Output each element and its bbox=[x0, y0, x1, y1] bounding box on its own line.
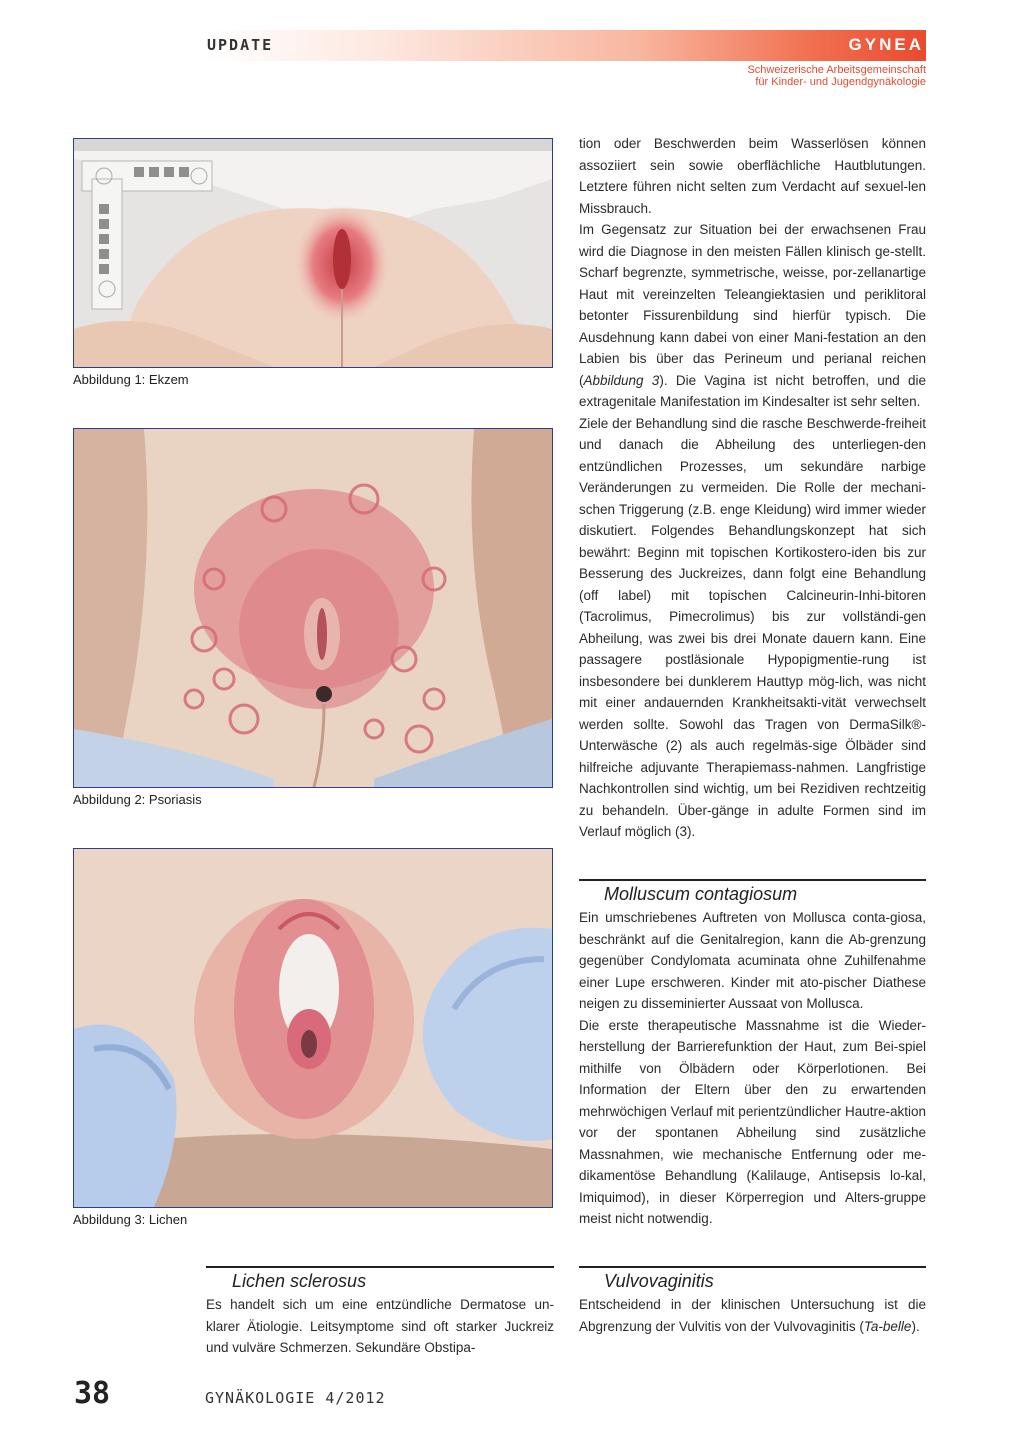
journal-name: GYNÄKOLOGIE 4/2012 bbox=[205, 1389, 386, 1407]
header-bar bbox=[206, 30, 926, 61]
figure-3-image bbox=[73, 848, 553, 1208]
figure-reference: Abbildung 3 bbox=[583, 372, 660, 388]
molluscum-heading: Molluscum contagiosum bbox=[604, 884, 798, 904]
molluscum-section-rule bbox=[579, 879, 926, 881]
molluscum-body bbox=[579, 907, 926, 1230]
figure-3-caption: Abbildung 3: Lichen bbox=[73, 1212, 188, 1227]
section-label: UPDATE bbox=[207, 36, 274, 54]
lichen-section-rule bbox=[206, 1266, 554, 1268]
paragraph-1: tion oder Beschwerden beim Wasserlösen können assoziiert sein sowie oberflächliche Hautblutungen. Letztere führen nicht selten zum Verdacht auf sexuel-len Missbrauch. bbox=[579, 136, 926, 216]
figure-1-caption: Abbildung 1: Ekzem bbox=[73, 372, 189, 387]
vulvovaginitis-section-rule bbox=[579, 1266, 926, 1268]
paragraph-3: Ziele der Behandlung sind die rasche Beschwerde-freiheit und danach die Abheilung des unterliegen-den entzündlichen Prozesses, um sekundäre narbige Veränderungen zu vermeiden. Die Rolle der mechani-schen Triggerung (z.B. enge Kleidung) wird immer wieder diskutiert. Folgendes Behandlungskonzept hat sich bewährt: Beginn mit topischen Kortikostero-iden bis zur Besserung des Juckreizes, dann folgt eine Behandlung (off label) mit topischen Calcineurin-Inhi-bitoren (Tacrolimus, Pimecrolimus) bis zur vollständi-gen Abheilung, was zwei bis drei Monate dauern kann. Eine passagere postläsionale Hypopigmentie-rung ist insbesondere bei dunklerem Hauttyp mög-lich, was nicht mit einer andauernden Krankheitsakti-vität verwechselt werden sollte. Sowohl das Tragen von DermaSilk®-Unterwäsche (2) als auch regelmäs-sige Ölbäder sind hilfreiche adjuvante Therapiemass-nahmen. Langfristige Nachkontrollen sind wichtig, um bei Rezidiven rechtzeitig zu behandeln. Über-gänge in adulte Formen sind im Verlauf möglich (3). bbox=[579, 415, 926, 839]
lichen-body: Es handelt sich um eine entzündliche Dermatose un-klarer Ätiologie. Leitsymptome sind oft starker Juckreiz und vulväre Schmerzen. Sekundäre Obstipa- bbox=[206, 1297, 554, 1355]
paragraph-2: Im Gegensatz zur Situation bei der erwachsenen Frau wird die Diagnose in den meisten Fällen klinisch ge-stellt. Scharf begrenzte, symmetrische, weisse, por-zellanartige Haut mit vereinzelten Teleangiektasien und periklitoral betonter Fissurenbildung sind hierfür typisch. Die Ausdehnung kann dabei von einer Mani-festation an den Labien bis über das Perineum und perianal reichen (Abbildung 3). Die Vagina ist nicht betroffen, und die extragenitale Manifestation im Kindesalter ist sehr selten. bbox=[579, 222, 926, 409]
header-subtitle: Schweizerische Arbeitsgemeinschaft für Kinder- und Jugendgynäkologie bbox=[747, 64, 926, 88]
figure-2-image bbox=[73, 428, 553, 788]
molluscum-paragraph-2: Die erste therapeutische Massnahme ist die Wieder-herstellung der Barrierefunktion der Haut, zum Bei-spiel mithilfe von Ölbädern oder Körperlotionen. Bei Information der Eltern über den zu erwartenden mehrwöchigen Verlauf mit perientzündlicher Hautre-aktion vor der spontanen Abheilung sind zusätzliche Massnahmen, wie mechanische Entfernung oder me-dikamentöse Behandlung (Kalilauge, Antisepsis lo-kal, Imiquimod), in dieser Körperregion und Alters-gruppe meist nicht notwendig. bbox=[579, 1017, 926, 1226]
vulvovaginitis-body: Entscheidend in der klinischen Untersuchung ist die Abgrenzung der Vulvitis von der Vulvovaginitis (Ta-belle). bbox=[579, 1297, 926, 1334]
figure-1-image bbox=[73, 138, 553, 368]
vulvovaginitis-heading: Vulvovaginitis bbox=[604, 1271, 714, 1291]
table-reference: Ta-belle bbox=[863, 1318, 912, 1334]
right-column-text bbox=[579, 133, 926, 843]
molluscum-paragraph-1: Ein umschriebenes Auftreten von Mollusca conta-giosa, beschränkt auf die Genitalregion, kann die Ab-grenzung gegenüber Condylomata acuminata ohne Zuhilfenahme einer Lupe erschweren. Kinder mit ato-pischer Diathese neigen zu disseminierter Aussaat von Mollusca. bbox=[579, 910, 926, 1011]
lichen-heading: Lichen sclerosus bbox=[232, 1271, 367, 1291]
figure-2-caption: Abbildung 2: Psoriasis bbox=[73, 792, 202, 807]
brand-label: GYNEA bbox=[848, 35, 924, 54]
page-number: 38 bbox=[74, 1376, 111, 1411]
